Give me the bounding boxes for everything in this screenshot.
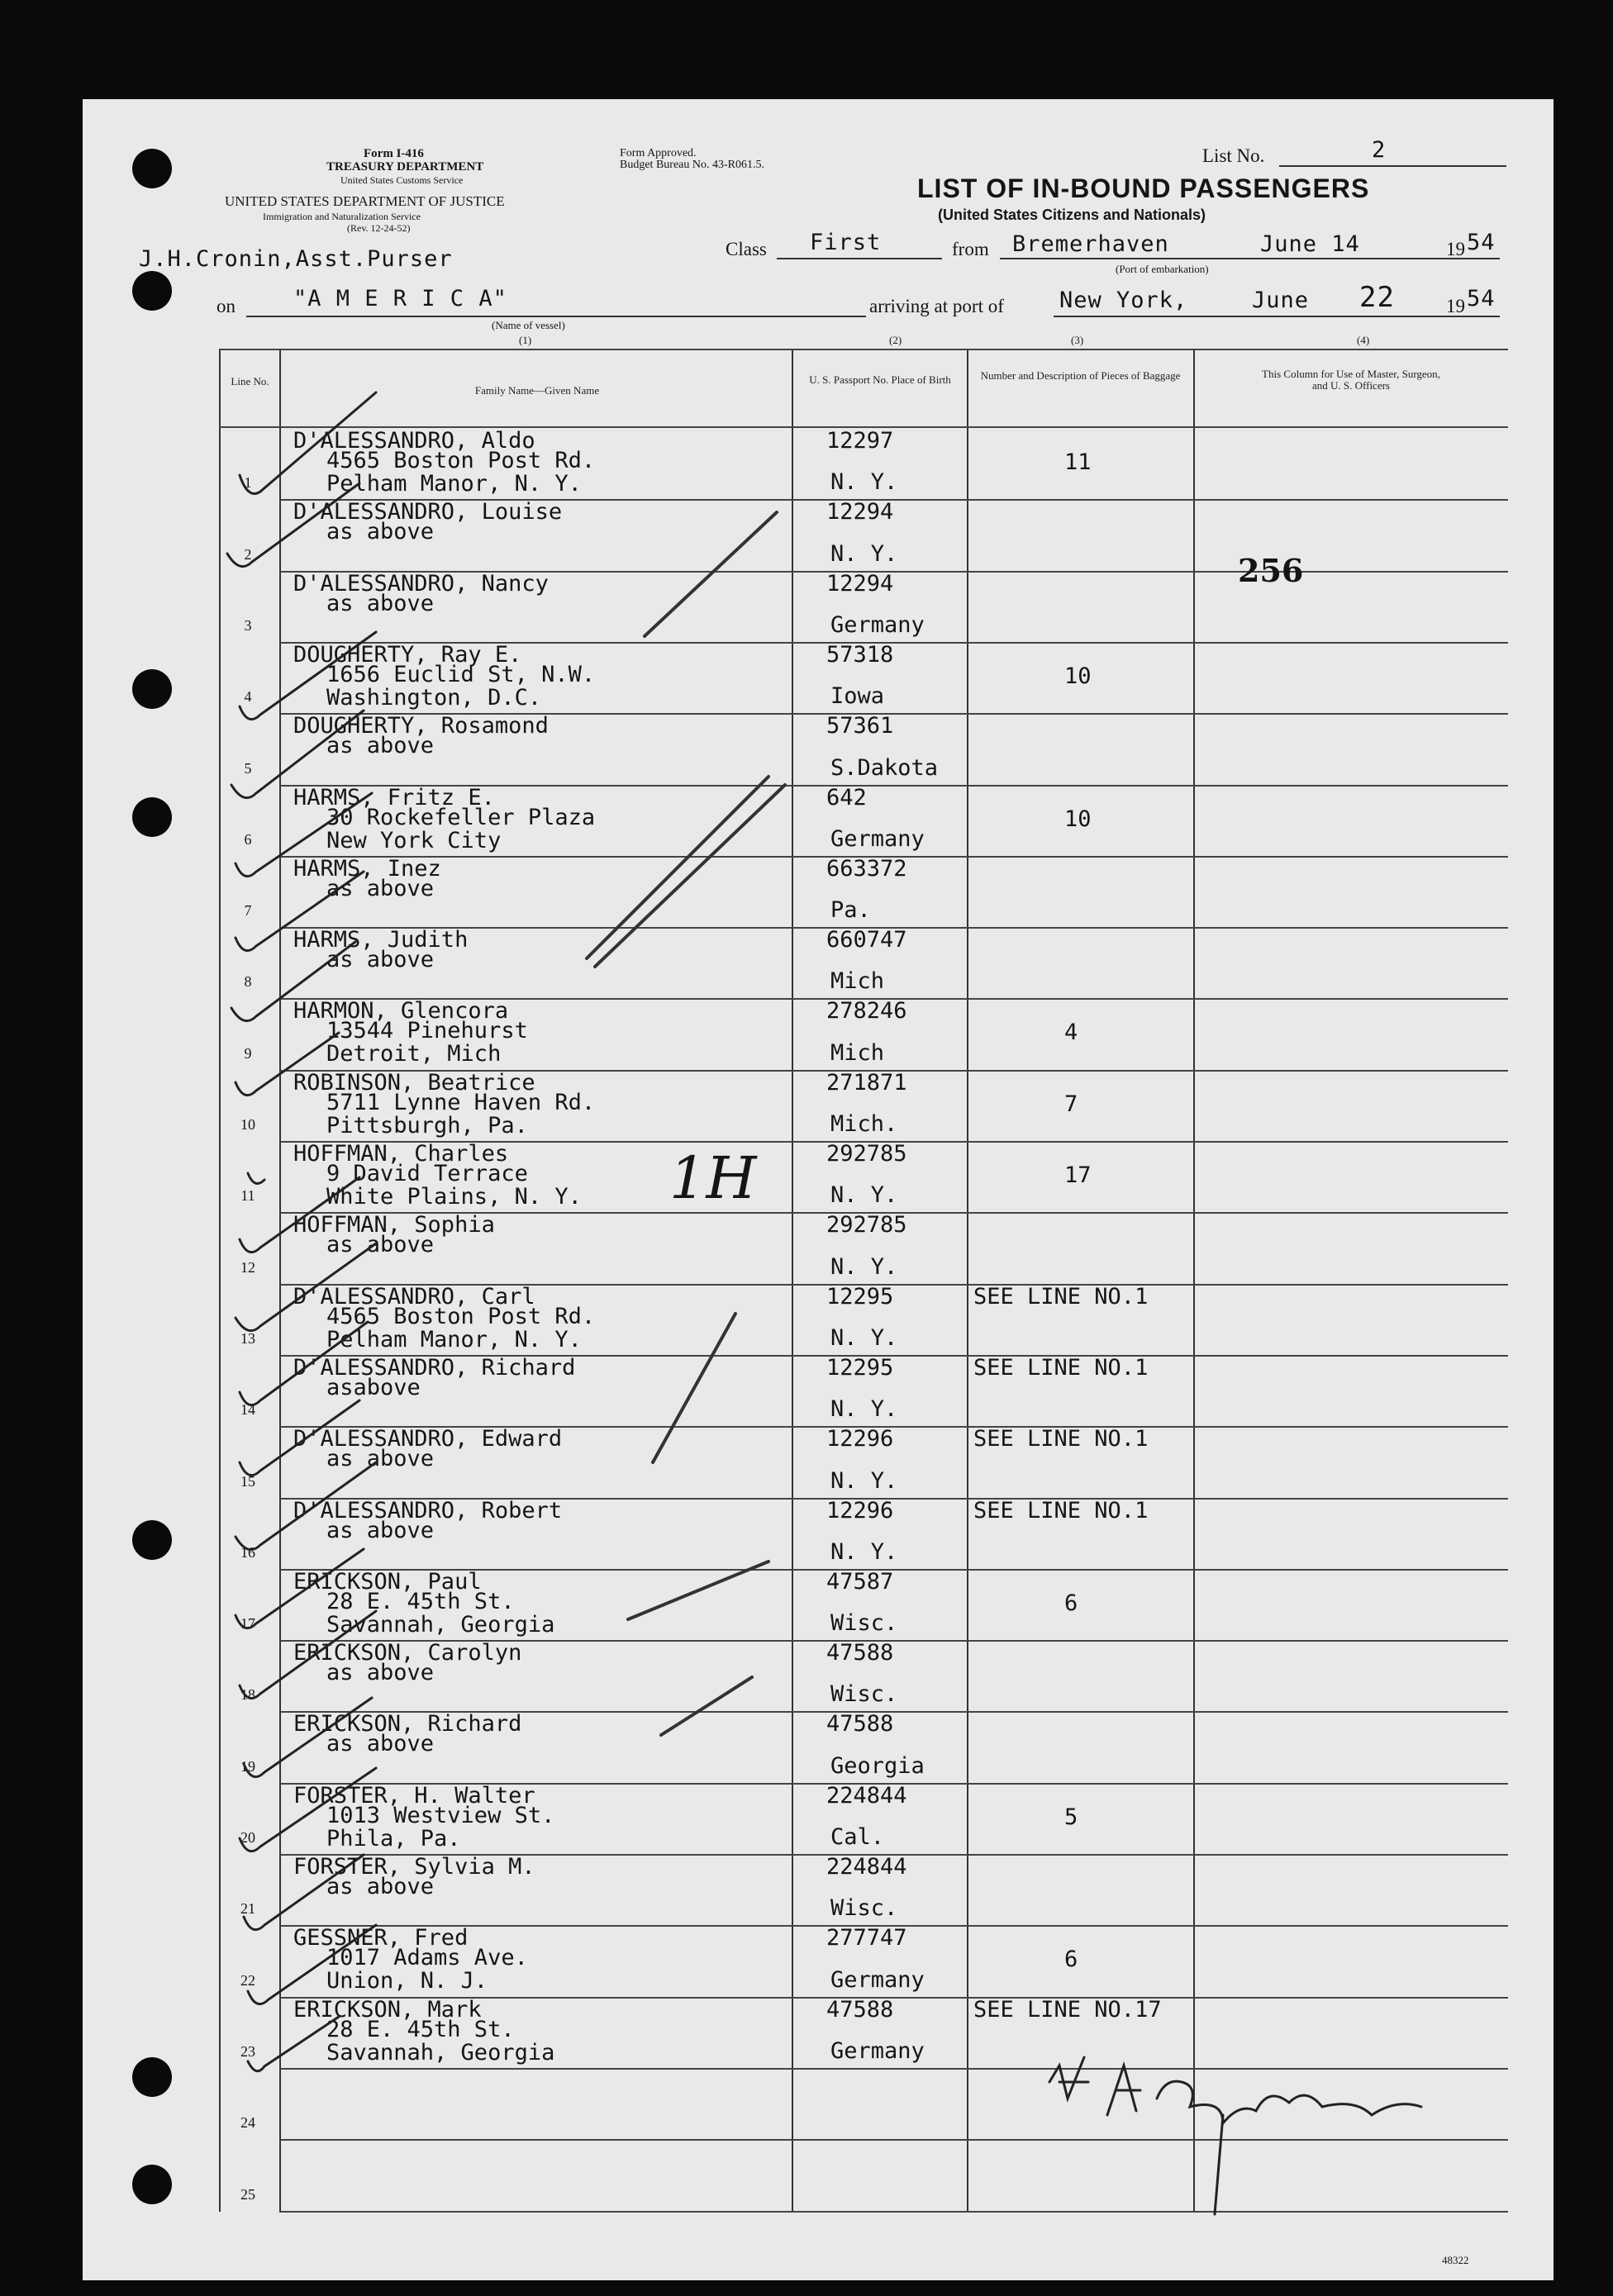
class-value: First xyxy=(810,230,882,255)
passenger-name: ERICKSON, Paul xyxy=(293,1568,482,1595)
col-marker-2: (2) xyxy=(889,334,902,346)
passport-number: 660747 xyxy=(826,927,907,953)
col-marker-3: (3) xyxy=(1071,334,1084,346)
on-label: on xyxy=(216,296,236,316)
port-embark-caption: (Port of embarkation) xyxy=(1116,263,1209,275)
place-of-birth: Germany xyxy=(830,2037,925,2064)
row-line-number: 25 xyxy=(240,2185,255,2203)
embark-date: June 14 xyxy=(1260,231,1360,257)
passenger-name: HARMS, Fritz E. xyxy=(293,784,495,810)
row-line-number: 7 xyxy=(244,902,252,920)
class-label: Class xyxy=(726,239,767,259)
passport-number: 47587 xyxy=(826,1568,894,1595)
form-approved: Form Approved. xyxy=(620,147,697,159)
passenger-address: 4565 Boston Post Rd. Pelham Manor, N. Y. xyxy=(326,1303,596,1352)
passenger-name: HOFFMAN, Sophia xyxy=(293,1212,495,1238)
baggage-count: SEE LINE NO.17 xyxy=(973,1996,1162,2023)
col-marker-4: (4) xyxy=(1357,334,1370,346)
vessel-caption: (Name of vessel) xyxy=(492,319,565,331)
baggage-count: 7 xyxy=(1064,1091,1078,1117)
passenger-address: as above xyxy=(326,1446,435,1472)
row-line-number: 18 xyxy=(240,1686,255,1704)
arrival-month: June xyxy=(1252,288,1310,313)
place-of-birth: Cal. xyxy=(830,1824,885,1850)
place-of-birth: Mich xyxy=(830,1039,885,1066)
place-of-birth: N. Y. xyxy=(830,1182,898,1209)
row-line-number: 5 xyxy=(244,759,252,777)
officer-mark-1h: 1H xyxy=(669,1144,757,1212)
vessel-name: "A M E R I C A" xyxy=(293,286,507,311)
baggage-count: SEE LINE NO.1 xyxy=(973,1426,1149,1452)
passport-number: 47588 xyxy=(826,1640,894,1666)
place-of-birth: N. Y. xyxy=(830,1253,898,1280)
passport-number: 224844 xyxy=(826,1782,907,1809)
arrival-year-prefix: 19 xyxy=(1446,296,1465,316)
place-of-birth: N. Y. xyxy=(830,540,898,567)
passenger-name: D'ALESSANDRO, Robert xyxy=(293,1497,563,1524)
arrival-port: New York, xyxy=(1059,288,1188,313)
baggage-count: 10 xyxy=(1064,663,1092,689)
passenger-name: HARMS, Judith xyxy=(293,927,469,953)
embark-year-prefix: 19 xyxy=(1446,239,1465,259)
passenger-address: 28 E. 45th St. Savannah, Georgia xyxy=(326,2016,555,2065)
passenger-name: D'ALESSANDRO, Edward xyxy=(293,1426,563,1452)
passenger-name: ERICKSON, Carolyn xyxy=(293,1640,522,1666)
row-line-number: 6 xyxy=(244,830,252,848)
list-no-label: List No. xyxy=(1202,145,1265,166)
from-value: Bremerhaven xyxy=(1012,231,1169,257)
passenger-address: 1013 Westview St. Phila, Pa. xyxy=(326,1802,555,1852)
passenger-name: DOUGHERTY, Ray E. xyxy=(293,641,522,668)
place-of-birth: Wisc. xyxy=(830,1681,898,1708)
col-header-passport: U. S. Passport No. Place of Birth xyxy=(809,373,951,386)
passenger-name: D'ALESSANDRO, Richard xyxy=(293,1354,576,1381)
passenger-address: 30 Rockefeller Plaza New York City xyxy=(326,804,596,853)
passenger-address: 5711 Lynne Haven Rd. Pittsburgh, Pa. xyxy=(326,1089,596,1138)
row-line-number: 10 xyxy=(240,1116,255,1133)
passport-number: 57361 xyxy=(826,713,894,739)
passport-number: 57318 xyxy=(826,641,894,668)
place-of-birth: Germany xyxy=(830,1966,925,1993)
place-of-birth: Germany xyxy=(830,825,925,852)
baggage-count: 11 xyxy=(1064,449,1092,475)
officer-count-note: 256 xyxy=(1238,552,1304,589)
baggage-count: 10 xyxy=(1064,806,1092,832)
baggage-count: 4 xyxy=(1064,1020,1078,1046)
passenger-address: as above xyxy=(326,519,435,545)
row-line-number: 4 xyxy=(244,688,252,706)
place-of-birth: N. Y. xyxy=(830,1396,898,1423)
col-header-baggage: Number and Description of Pieces of Baggage xyxy=(980,369,1181,382)
passport-number: 12294 xyxy=(826,499,894,525)
passport-number: 12294 xyxy=(826,570,894,597)
passport-number: 47588 xyxy=(826,1711,894,1737)
passport-number: 663372 xyxy=(826,855,907,882)
form-revision: (Rev. 12-24-52) xyxy=(347,222,411,234)
passenger-name: ERICKSON, Mark xyxy=(293,1996,482,2023)
passport-number: 12296 xyxy=(826,1426,894,1452)
passenger-address: as above xyxy=(326,1731,435,1757)
document-subtitle: (United States Citizens and Nationals) xyxy=(938,207,1206,223)
passenger-name: FORSTER, H. Walter xyxy=(293,1782,535,1809)
passenger-name: HOFFMAN, Charles xyxy=(293,1141,509,1167)
embark-year: 54 xyxy=(1467,230,1496,255)
row-line-number: 8 xyxy=(244,973,252,991)
col-header-line: Line No. xyxy=(231,375,269,387)
row-line-number: 22 xyxy=(240,1971,255,1989)
place-of-birth: Mich xyxy=(830,968,885,995)
passport-number: 12295 xyxy=(826,1283,894,1310)
row-line-number: 16 xyxy=(240,1543,255,1561)
baggage-count: 6 xyxy=(1064,1947,1078,1973)
row-line-number: 12 xyxy=(240,1258,255,1276)
list-no-value: 2 xyxy=(1372,137,1387,163)
place-of-birth: N. Y. xyxy=(830,1467,898,1494)
passenger-name: GESSNER, Fred xyxy=(293,1925,469,1951)
row-line-number: 3 xyxy=(244,616,252,634)
footer-form-code: 48322 xyxy=(1442,2254,1469,2266)
baggage-count: 17 xyxy=(1064,1162,1092,1188)
row-line-number: 20 xyxy=(240,1829,255,1846)
purser: J.H.Cronin,Asst.Purser xyxy=(139,246,453,272)
place-of-birth: Wisc. xyxy=(830,1895,898,1922)
arrival-year: 54 xyxy=(1467,286,1496,311)
form-number: Form I-416 xyxy=(364,147,424,160)
from-label: from xyxy=(952,239,989,259)
passenger-name: HARMON, Glencora xyxy=(293,998,509,1024)
passenger-address: as above xyxy=(326,733,435,759)
row-line-number: 17 xyxy=(240,1615,255,1633)
row-line-number: 24 xyxy=(240,2114,255,2132)
budget-bureau: Budget Bureau No. 43-R061.5. xyxy=(620,159,764,171)
passenger-name: ERICKSON, Richard xyxy=(293,1711,522,1737)
passenger-name: ROBINSON, Beatrice xyxy=(293,1069,535,1096)
place-of-birth: N. Y. xyxy=(830,469,898,496)
passenger-address: 1656 Euclid St, N.W. Washington, D.C. xyxy=(326,661,596,711)
col-marker-1: (1) xyxy=(519,334,532,346)
place-of-birth: Mich. xyxy=(830,1111,898,1137)
passport-number: 224844 xyxy=(826,1854,907,1880)
arriving-label: arriving at port of xyxy=(869,296,1004,316)
passenger-name: FORSTER, Sylvia M. xyxy=(293,1854,535,1880)
baggage-count: SEE LINE NO.1 xyxy=(973,1354,1149,1381)
passport-number: 12297 xyxy=(826,428,894,454)
place-of-birth: Georgia xyxy=(830,1752,925,1779)
row-line-number: 15 xyxy=(240,1472,255,1490)
passport-number: 271871 xyxy=(826,1069,907,1096)
passenger-name: D'ALESSANDRO, Nancy xyxy=(293,570,549,597)
passenger-address: as above xyxy=(326,1660,435,1686)
row-line-number: 1 xyxy=(244,474,252,492)
passenger-address: 1017 Adams Ave. Union, N. J. xyxy=(326,1945,528,1994)
row-line-number: 9 xyxy=(244,1044,252,1062)
passenger-name: HARMS, Inez xyxy=(293,855,441,882)
customs-service: United States Customs Service xyxy=(340,174,464,186)
passenger-address: 28 E. 45th St. Savannah, Georgia xyxy=(326,1588,555,1638)
passenger-name: DOUGHERTY, Rosamond xyxy=(293,713,549,739)
row-line-number: 19 xyxy=(240,1757,255,1775)
row-line-number: 2 xyxy=(244,545,252,563)
row-line-number: 21 xyxy=(240,1900,255,1918)
passenger-address: 13544 Pinehurst Detroit, Mich xyxy=(326,1018,528,1067)
passport-number: 12295 xyxy=(826,1354,894,1381)
passenger-address: as above xyxy=(326,590,435,616)
passport-number: 292785 xyxy=(826,1141,907,1167)
baggage-count: SEE LINE NO.1 xyxy=(973,1283,1149,1310)
passenger-address: asabove xyxy=(326,1374,421,1400)
place-of-birth: Iowa xyxy=(830,683,885,710)
justice-dept: UNITED STATES DEPARTMENT OF JUSTICE xyxy=(225,193,505,209)
row-line-number: 23 xyxy=(240,2042,255,2060)
passenger-address: 4565 Boston Post Rd. Pelham Manor, N. Y. xyxy=(326,448,596,497)
passport-number: 277747 xyxy=(826,1925,907,1951)
baggage-count: SEE LINE NO.1 xyxy=(973,1497,1149,1524)
passenger-address: as above xyxy=(326,1874,435,1899)
treasury-dept: TREASURY DEPARTMENT xyxy=(326,160,484,174)
passenger-name: D'ALESSANDRO, Aldo xyxy=(293,428,535,454)
arrival-day: 22 xyxy=(1359,281,1395,314)
col-header-officers: This Column for Use of Master, Surgeon, and U. S. Officers xyxy=(1262,368,1440,392)
passenger-address: as above xyxy=(326,1517,435,1543)
col-header-name: Family Name—Given Name xyxy=(474,384,600,397)
place-of-birth: Germany xyxy=(830,611,925,638)
passenger-address: as above xyxy=(326,947,435,973)
passenger-name: D'ALESSANDRO, Carl xyxy=(293,1283,535,1310)
place-of-birth: N. Y. xyxy=(830,1324,898,1351)
passport-number: 278246 xyxy=(826,998,907,1024)
passenger-address: as above xyxy=(326,875,435,901)
row-line-number: 14 xyxy=(240,1401,255,1419)
passport-number: 642 xyxy=(826,784,867,810)
ins-service: Immigration and Naturalization Service xyxy=(263,211,421,222)
document-title: LIST OF IN-BOUND PASSENGERS xyxy=(917,174,1370,203)
place-of-birth: N. Y. xyxy=(830,1538,898,1565)
place-of-birth: Pa. xyxy=(830,897,871,924)
passport-number: 47588 xyxy=(826,1996,894,2023)
place-of-birth: S.Dakota xyxy=(830,754,939,781)
baggage-count: 6 xyxy=(1064,1590,1078,1616)
passenger-address: 9 David Terrace White Plains, N. Y. xyxy=(326,1161,582,1210)
passport-number: 12296 xyxy=(826,1497,894,1524)
row-line-number: 11 xyxy=(240,1187,255,1205)
passport-number: 292785 xyxy=(826,1212,907,1238)
passenger-name: D'ALESSANDRO, Louise xyxy=(293,499,563,525)
baggage-count: 5 xyxy=(1064,1804,1078,1830)
passenger-address: as above xyxy=(326,1232,435,1258)
row-line-number: 13 xyxy=(240,1329,255,1347)
place-of-birth: Wisc. xyxy=(830,1610,898,1637)
